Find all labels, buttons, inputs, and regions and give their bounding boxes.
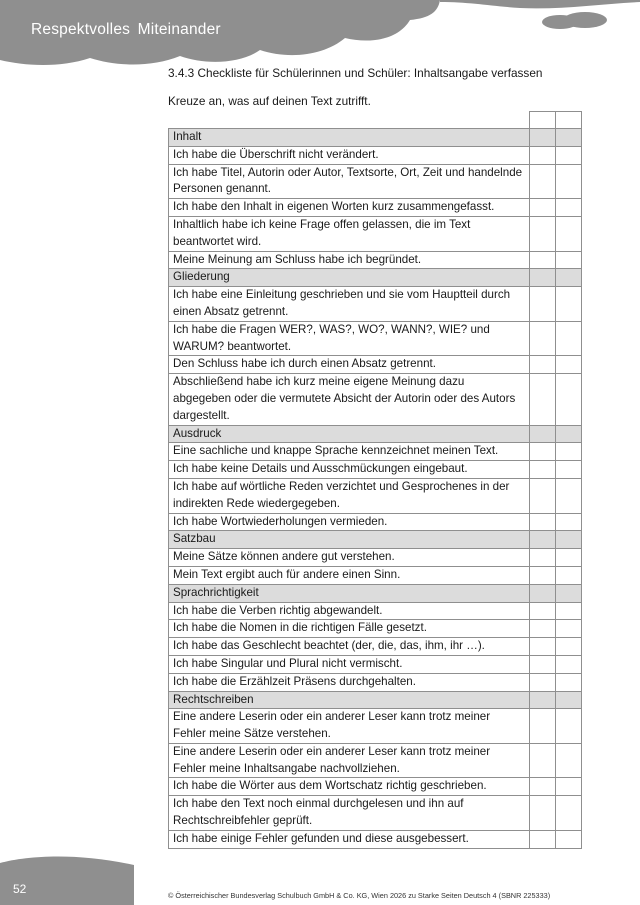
checkbox-cell[interactable] bbox=[530, 164, 556, 199]
checklist-item-row bbox=[169, 513, 582, 531]
checklist-item-row bbox=[169, 216, 582, 251]
checklist-item-row bbox=[169, 638, 582, 656]
section-box bbox=[530, 531, 556, 549]
checkbox-cell[interactable] bbox=[530, 743, 556, 778]
section-box bbox=[556, 584, 582, 602]
section-box bbox=[530, 269, 556, 287]
checkbox-cell[interactable] bbox=[530, 443, 556, 461]
checklist-item-row bbox=[169, 778, 582, 796]
checkbox-cell[interactable] bbox=[556, 673, 582, 691]
checkbox-cell[interactable] bbox=[530, 830, 556, 848]
checkbox-cell[interactable] bbox=[556, 743, 582, 778]
checklist-item-row bbox=[169, 709, 582, 744]
checklist-item-text: Den Schluss habe ich durch einen Absatz getrennt. bbox=[169, 356, 530, 374]
section-box bbox=[556, 691, 582, 709]
checkbox-cell[interactable] bbox=[556, 461, 582, 479]
section-title: Inhalt bbox=[169, 129, 530, 147]
checklist-item-text: Ich habe Wortwiederholungen vermieden. bbox=[169, 513, 530, 531]
section-row bbox=[169, 584, 582, 602]
checklist-item-row bbox=[169, 199, 582, 217]
section-box bbox=[530, 129, 556, 147]
checkbox-cell[interactable] bbox=[530, 566, 556, 584]
column-header-box bbox=[530, 112, 556, 129]
checklist-item-row bbox=[169, 478, 582, 513]
section-box bbox=[530, 425, 556, 443]
checkbox-cell[interactable] bbox=[556, 443, 582, 461]
checkbox-cell[interactable] bbox=[556, 478, 582, 513]
checklist-item-text: Ich habe eine Einleitung geschrieben und sie vom Hauptteil durch einen Absatz getrennt. bbox=[169, 287, 530, 322]
section-box bbox=[530, 691, 556, 709]
checklist-item-text: Ich habe die Überschrift nicht verändert. bbox=[169, 146, 530, 164]
checklist-item-text: Meine Sätze können andere gut verstehen. bbox=[169, 549, 530, 567]
checkbox-cell[interactable] bbox=[556, 164, 582, 199]
section-row bbox=[169, 531, 582, 549]
checklist-item-text: Ich habe die Wörter aus dem Wortschatz richtig geschrieben. bbox=[169, 778, 530, 796]
column-header-box bbox=[556, 112, 582, 129]
checklist-item-row bbox=[169, 796, 582, 831]
checkbox-cell[interactable] bbox=[530, 796, 556, 831]
checklist-item-text: Eine sachliche und knappe Sprache kennzeichnet meinen Text. bbox=[169, 443, 530, 461]
footer-page-tab bbox=[0, 855, 140, 905]
checkbox-cell[interactable] bbox=[530, 602, 556, 620]
checklist-item-text: Ich habe keine Details und Ausschmückungen eingebaut. bbox=[169, 461, 530, 479]
checkbox-cell[interactable] bbox=[530, 549, 556, 567]
checklist-item-row bbox=[169, 566, 582, 584]
checklist-item-text: Mein Text ergibt auch für andere einen Sinn. bbox=[169, 566, 530, 584]
checkbox-cell[interactable] bbox=[556, 199, 582, 217]
checkbox-cell[interactable] bbox=[556, 602, 582, 620]
checkbox-cell[interactable] bbox=[556, 638, 582, 656]
checklist-item-text: Abschließend habe ich kurz meine eigene Meinung dazu abgegeben oder die vermutete Absicht der Autorin oder des Autors dargestellt. bbox=[169, 374, 530, 425]
checklist-item-row bbox=[169, 356, 582, 374]
checkbox-cell[interactable] bbox=[530, 287, 556, 322]
checklist-item-text: Ich habe Titel, Autorin oder Autor, Textsorte, Ort, Zeit und handelnde Personen genannt. bbox=[169, 164, 530, 199]
checklist-item-text: Ich habe Singular und Plural nicht vermischt. bbox=[169, 655, 530, 673]
header-spacer bbox=[169, 112, 530, 129]
checkbox-cell[interactable] bbox=[556, 374, 582, 425]
checkbox-cell[interactable] bbox=[556, 356, 582, 374]
checkbox-cell[interactable] bbox=[530, 199, 556, 217]
checklist-item-text: Ich habe das Geschlecht beachtet (der, die, das, ihm, ihr …). bbox=[169, 638, 530, 656]
checkbox-cell[interactable] bbox=[556, 796, 582, 831]
checklist-item-row bbox=[169, 461, 582, 479]
checkbox-cell[interactable] bbox=[556, 620, 582, 638]
checklist-item-text: Eine andere Leserin oder ein anderer Leser kann trotz meiner Fehler meine Sätze verstehen. bbox=[169, 709, 530, 744]
checkbox-cell[interactable] bbox=[556, 216, 582, 251]
checklist-item-row bbox=[169, 251, 582, 269]
checkbox-cell[interactable] bbox=[530, 216, 556, 251]
checklist-item-row bbox=[169, 321, 582, 356]
checklist-item-text: Ich habe die Verben richtig abgewandelt. bbox=[169, 602, 530, 620]
checkbox-cell[interactable] bbox=[530, 513, 556, 531]
checkbox-cell[interactable] bbox=[530, 638, 556, 656]
section-row bbox=[169, 425, 582, 443]
checklist-item-row bbox=[169, 602, 582, 620]
checklist-item-text: Ich habe die Fragen WER?, WAS?, WO?, WANN?, WIE? und WARUM? beantwortet. bbox=[169, 321, 530, 356]
footer-copyright: © Österreichischer Bundesverlag Schulbuch GmbH & Co. KG, Wien 2026 zu Starke Seiten Deutsch 4 (SBNR 225333) bbox=[168, 891, 551, 900]
section-title: Ausdruck bbox=[169, 425, 530, 443]
checklist-item-text: Ich habe einige Fehler gefunden und diese ausgebessert. bbox=[169, 830, 530, 848]
checklist-item-text: Inhaltlich habe ich keine Frage offen gelassen, die im Text beantwortet wird. bbox=[169, 216, 530, 251]
checkbox-cell[interactable] bbox=[530, 461, 556, 479]
checklist-item-text: Ich habe auf wörtliche Reden verzichtet und Gesprochenes in der indirekten Rede wiedergegeben. bbox=[169, 478, 530, 513]
checklist-item-row bbox=[169, 287, 582, 322]
header-row bbox=[169, 112, 582, 129]
section-row bbox=[169, 691, 582, 709]
checklist-heading: 3.4.3 Checkliste für Schülerinnen und Schüler: Inhaltsangabe verfassen bbox=[168, 66, 543, 80]
checklist-item-row bbox=[169, 443, 582, 461]
section-title: Rechtschreiben bbox=[169, 691, 530, 709]
checkbox-cell[interactable] bbox=[530, 655, 556, 673]
checkbox-cell[interactable] bbox=[530, 374, 556, 425]
checklist-item-text: Meine Meinung am Schluss habe ich begründet. bbox=[169, 251, 530, 269]
checkbox-cell[interactable] bbox=[530, 709, 556, 744]
section-box bbox=[556, 531, 582, 549]
checkbox-cell[interactable] bbox=[530, 251, 556, 269]
checkbox-cell[interactable] bbox=[556, 549, 582, 567]
checklist-item-row bbox=[169, 164, 582, 199]
checklist-item-row bbox=[169, 655, 582, 673]
page-number: 52 bbox=[13, 882, 27, 896]
section-title: Sprachrichtigkeit bbox=[169, 584, 530, 602]
checklist-item-text: Ich habe die Nomen in die richtigen Fälle gesetzt. bbox=[169, 620, 530, 638]
checkbox-cell[interactable] bbox=[530, 673, 556, 691]
checklist-item-row bbox=[169, 830, 582, 848]
checkbox-cell[interactable] bbox=[530, 478, 556, 513]
checkbox-cell[interactable] bbox=[556, 655, 582, 673]
checklist-item-text: Ich habe die Erzählzeit Präsens durchgehalten. bbox=[169, 673, 530, 691]
checklist-item-row bbox=[169, 673, 582, 691]
checklist-item-text: Ich habe den Inhalt in eigenen Worten kurz zusammengefasst. bbox=[169, 199, 530, 217]
checklist-item-row bbox=[169, 620, 582, 638]
section-box bbox=[556, 129, 582, 147]
checkbox-cell[interactable] bbox=[556, 251, 582, 269]
section-title: Gliederung bbox=[169, 269, 530, 287]
checklist-item-row bbox=[169, 146, 582, 164]
checkbox-cell[interactable] bbox=[556, 566, 582, 584]
section-row bbox=[169, 269, 582, 287]
checklist-item-row bbox=[169, 549, 582, 567]
checkbox-cell[interactable] bbox=[556, 146, 582, 164]
checkbox-cell[interactable] bbox=[556, 287, 582, 322]
checkbox-cell[interactable] bbox=[530, 620, 556, 638]
section-title: Satzbau bbox=[169, 531, 530, 549]
checkbox-cell[interactable] bbox=[530, 146, 556, 164]
checklist-table bbox=[168, 111, 582, 849]
checklist-instruction: Kreuze an, was auf deinen Text zutrifft. bbox=[168, 94, 371, 108]
checklist-item-row bbox=[169, 743, 582, 778]
section-box bbox=[556, 425, 582, 443]
checkbox-cell[interactable] bbox=[556, 709, 582, 744]
checkbox-cell[interactable] bbox=[556, 778, 582, 796]
header-brand-title: Respektvolles Miteinander bbox=[31, 21, 221, 38]
checklist-item-row bbox=[169, 374, 582, 425]
checklist-item-text: Eine andere Leserin oder ein anderer Leser kann trotz meiner Fehler meine Inhaltsangabe nachvollziehen. bbox=[169, 743, 530, 778]
section-row bbox=[169, 129, 582, 147]
checkbox-cell[interactable] bbox=[556, 513, 582, 531]
checkbox-cell[interactable] bbox=[556, 830, 582, 848]
checkbox-cell[interactable] bbox=[530, 321, 556, 356]
checklist-item-text: Ich habe den Text noch einmal durchgelesen und ihn auf Rechtschreibfehler geprüft. bbox=[169, 796, 530, 831]
section-box bbox=[530, 584, 556, 602]
checkbox-cell[interactable] bbox=[530, 356, 556, 374]
section-box bbox=[556, 269, 582, 287]
checkbox-cell[interactable] bbox=[530, 778, 556, 796]
checkbox-cell[interactable] bbox=[556, 321, 582, 356]
